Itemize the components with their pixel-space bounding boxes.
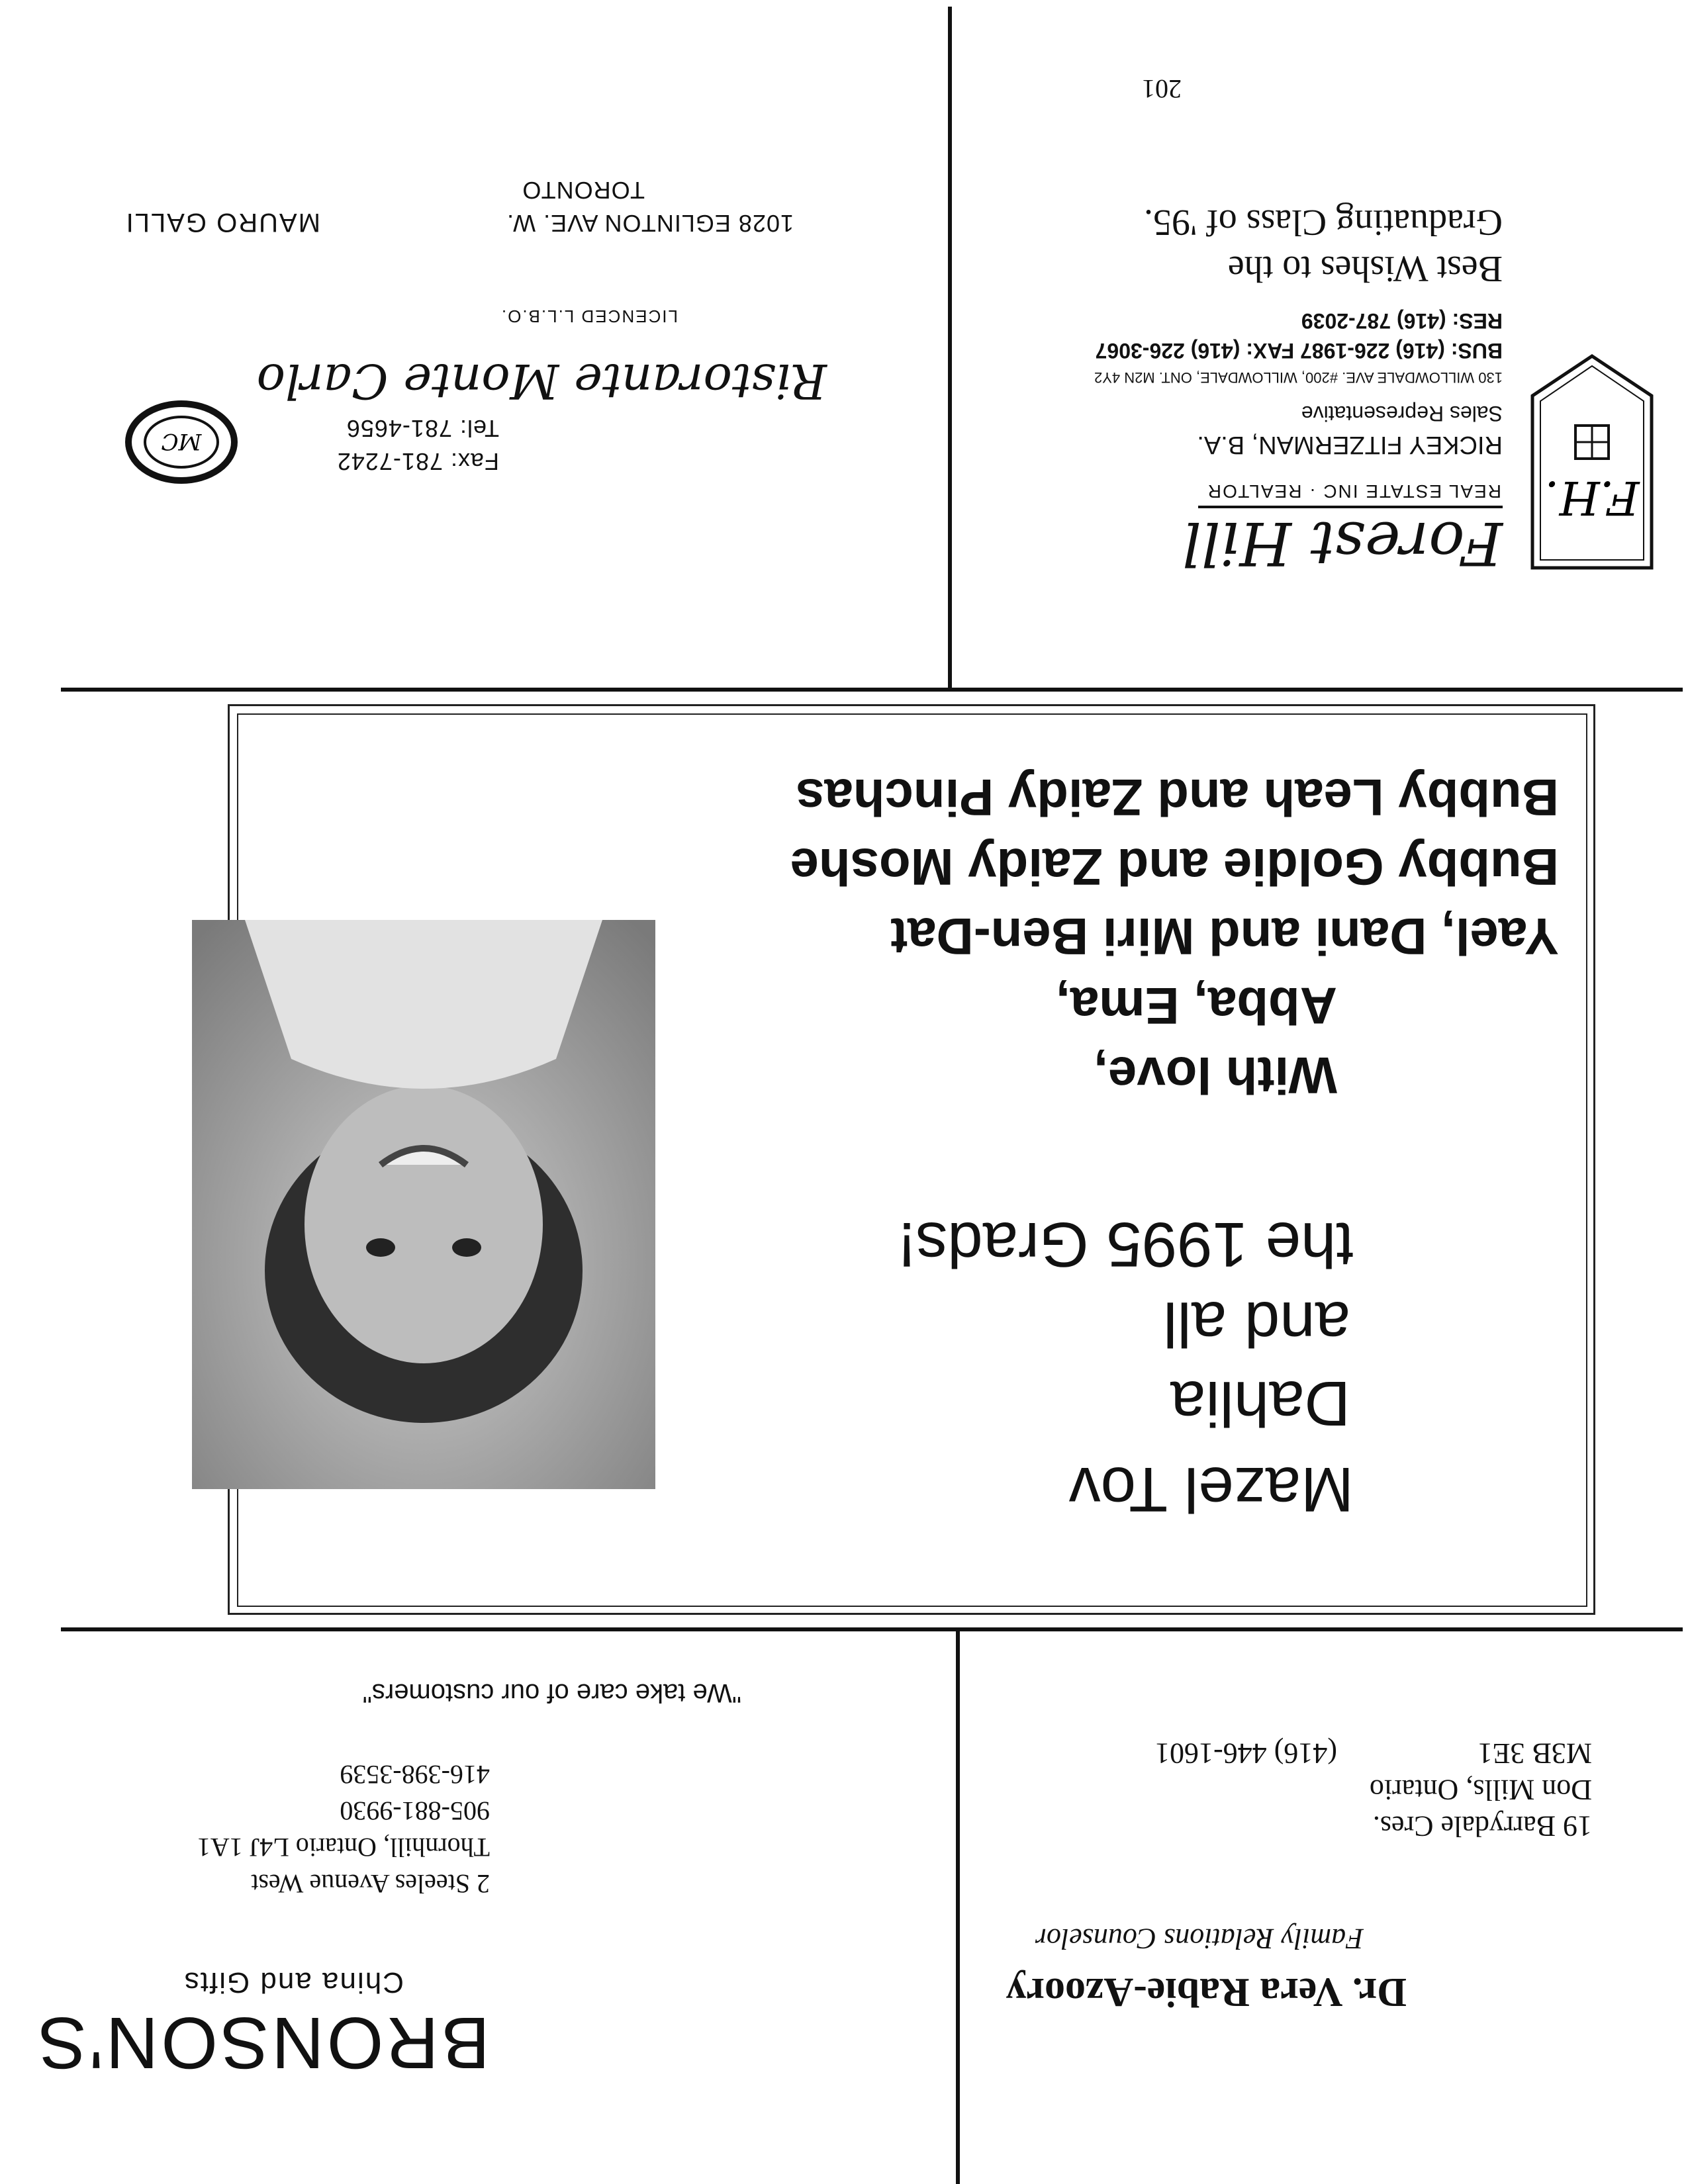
forest-hill-underline	[1198, 506, 1503, 508]
monte-carlo-fax: Fax: 781-7242	[336, 448, 499, 475]
counselor-address-line2: Don Mills, Ontario	[1369, 1774, 1592, 1806]
forest-hill-bus-fax: BUS: (416) 226-1987 FAX: (416) 226-3067	[1095, 339, 1503, 363]
love-line1: With love,	[1094, 1046, 1337, 1105]
vertical-rule-upper	[956, 1631, 960, 2184]
monte-carlo-licensed: LICENCED L.L.B.O.	[500, 306, 678, 326]
counselor-name: Dr. Vera Rabie-Azoory	[1006, 1970, 1407, 2015]
forest-hill-address: 130 WILLOWDALE AVE. #200, WILLOWDALE, ONT. M2N 4Y2	[1094, 369, 1503, 386]
svg-text:F.H.: F.H.	[1544, 471, 1640, 525]
bronsons-address2: Thornhill, Ontario L4J 1A1	[197, 1833, 490, 1862]
monte-carlo-card	[0, 5, 956, 687]
bronsons-card	[20, 1631, 947, 2184]
mazel-tov-ad	[0, 692, 1688, 1628]
mazel-tov-grads: the 1995 Grads!	[898, 1209, 1354, 1280]
love-line5: Bubby Leah and Zaidy Pinchas	[796, 768, 1559, 827]
counselor-address-line3: M3B 3E1	[1477, 1737, 1592, 1770]
svg-text:MC: MC	[161, 428, 202, 455]
bronsons-address1: 2 Steeles Avenue West	[251, 1869, 490, 1899]
monte-carlo-address2: TORONTO	[522, 177, 645, 204]
forest-hill-crest-icon	[1526, 349, 1658, 574]
monte-carlo-address1: 1028 EGLINTON AVE. W.	[506, 210, 794, 237]
bronsons-phone2: 416-398-3539	[340, 1760, 490, 1790]
mazel-tov-heading: Mazel Tov	[1068, 1454, 1354, 1525]
bronsons-slogan: "We take care of our customers"	[362, 1678, 741, 1707]
bronsons-phone1: 905-881-9930	[340, 1796, 490, 1826]
forest-hill-card	[960, 5, 1688, 687]
page-number: 201	[1142, 74, 1182, 104]
forest-hill-wish-line1: Best Wishes to the	[1227, 248, 1503, 289]
love-line4: Bubby Goldie and Zaidy Moshe	[790, 838, 1559, 896]
love-line3: Yael, Dani and Miri Ben-Dat	[890, 907, 1559, 966]
counselor-card	[966, 1631, 1628, 2184]
forest-hill-agent-title: Sales Representative	[1301, 402, 1503, 426]
forest-hill-company-line: REAL ESTATE INC · REALTOR	[1206, 481, 1501, 502]
love-line2: Abba, Ema,	[1056, 977, 1337, 1035]
monte-carlo-tel: Tel: 781-4656	[346, 415, 499, 442]
forest-hill-agent-name: RICKEY FITZERMAN, B.A.	[1197, 431, 1503, 459]
forest-hill-brand: Forest Hill	[1182, 508, 1503, 578]
counselor-phone: (416) 446-1601	[1155, 1737, 1337, 1770]
monte-carlo-name: Ristorante Monte Carlo	[256, 353, 827, 409]
mazel-tov-name: Dahlia	[1170, 1368, 1350, 1439]
bronsons-tagline: China and Gifts	[183, 1966, 404, 1999]
bronsons-brand: BRONSON'S	[35, 2002, 490, 2083]
forest-hill-res: RES: (416) 787-2039	[1301, 309, 1503, 333]
monte-carlo-crest-icon	[122, 396, 241, 488]
child-photo	[192, 920, 655, 1489]
counselor-address-line1: 19 Barrydale Cres.	[1372, 1810, 1592, 1843]
counselor-title: Family Relations Counselor	[1035, 1923, 1364, 1955]
forest-hill-wish-line2: Graduating Class of '95.	[1143, 202, 1503, 243]
monte-carlo-owner: MAURO GALLI	[124, 208, 320, 237]
mazel-tov-and-all: and all	[1163, 1289, 1350, 1359]
